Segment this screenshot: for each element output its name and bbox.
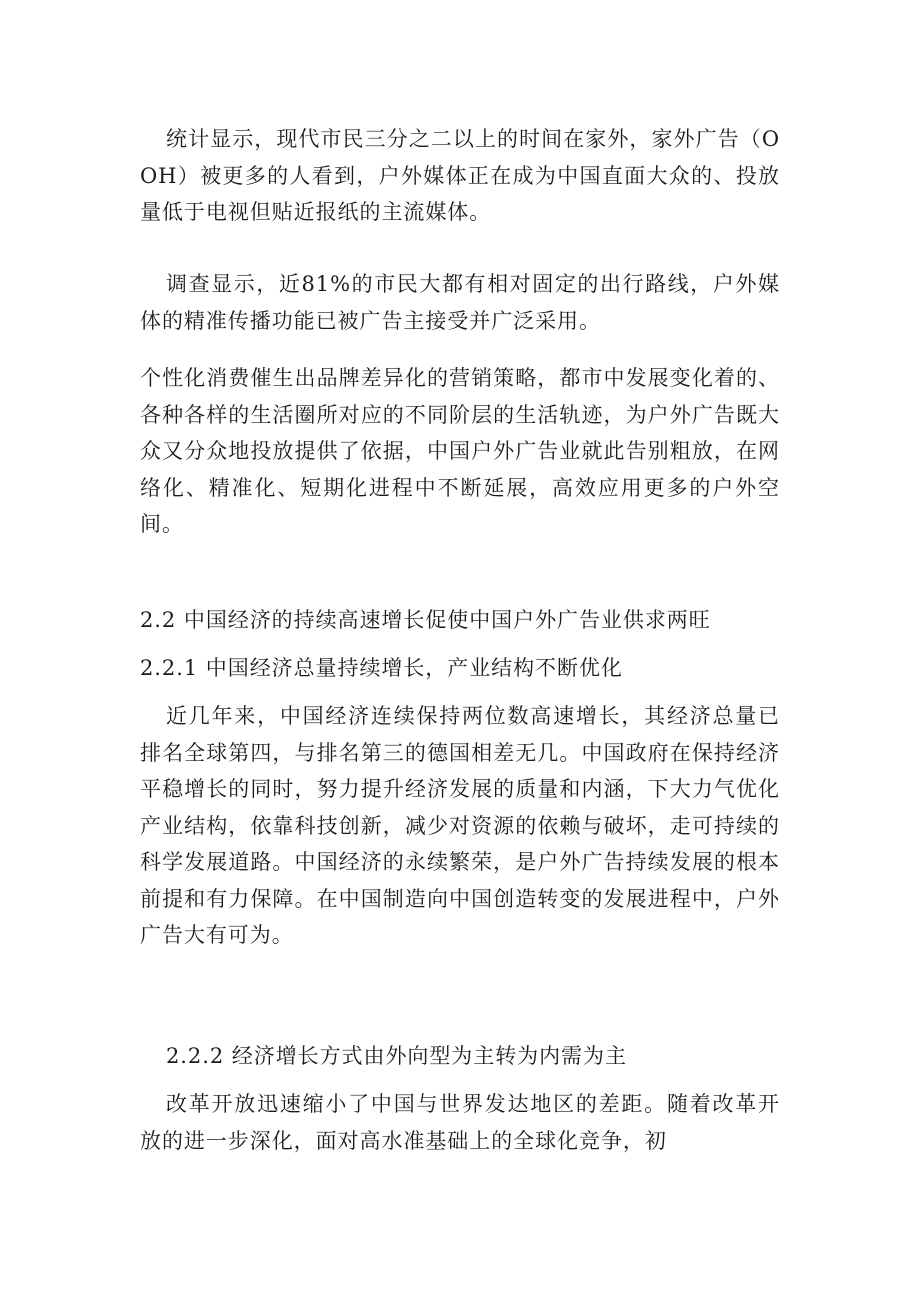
paragraph-ooh-statistics: 统计显示，现代市民三分之二以上的时间在家外，家外广告（OOH）被更多的人看到，户外媒体正在成为中国直面大众的、投放量低于电视但贴近报纸的主流媒体。 bbox=[140, 127, 780, 224]
section-heading-2-2-1: 2.2.1 中国经济总量持续增长，产业结构不断优化 bbox=[140, 656, 623, 680]
section-heading-2-2: 2.2 中国经济的持续高速增长促使中国户外广告业供求两旺 bbox=[140, 608, 711, 632]
paragraph-commute-survey: 调查显示，近81%的市民大都有相对固定的出行路线，户外媒体的精准传播功能已被广告主接受并广泛采用。 bbox=[140, 272, 780, 333]
paragraph-reform-opening: 改革开放迅速缩小了中国与世界发达地区的差距。随着改革开放的进一步深化，面对高水准基础上的全球化竞争，初 bbox=[140, 1092, 780, 1153]
paragraph-personalized-consumption: 个性化消费催生出品牌差异化的营销策略，都市中发展变化着的、各种各样的生活圈所对应的不同阶层的生活轨迹，为户外广告既大众又分众地投放提供了依据，中国户外广告业就此告别粗放，在网络化、精准化、短期化进程中不断延展，高效应用更多的户外空间。 bbox=[140, 366, 780, 536]
section-heading-2-2-2: 2.2.2 经济增长方式由外向型为主转为内需为主 bbox=[166, 1044, 627, 1068]
paragraph-economic-growth: 近几年来，中国经济连续保持两位数高速增长，其经济总量已排名全球第四，与排名第三的德国相差无几。中国政府在保持经济平稳增长的同时，努力提升经济发展的质量和内涵，下大力气优化产业结构，依靠科技创新，减少对资源的依赖与破坏，走可持续的科学发展道路。中国经济的永续繁荣，是户外广告持续发展的根本前提和有力保障。在中国制造向中国创造转变的发展进程中，户外广告大有可为。 bbox=[140, 704, 780, 947]
